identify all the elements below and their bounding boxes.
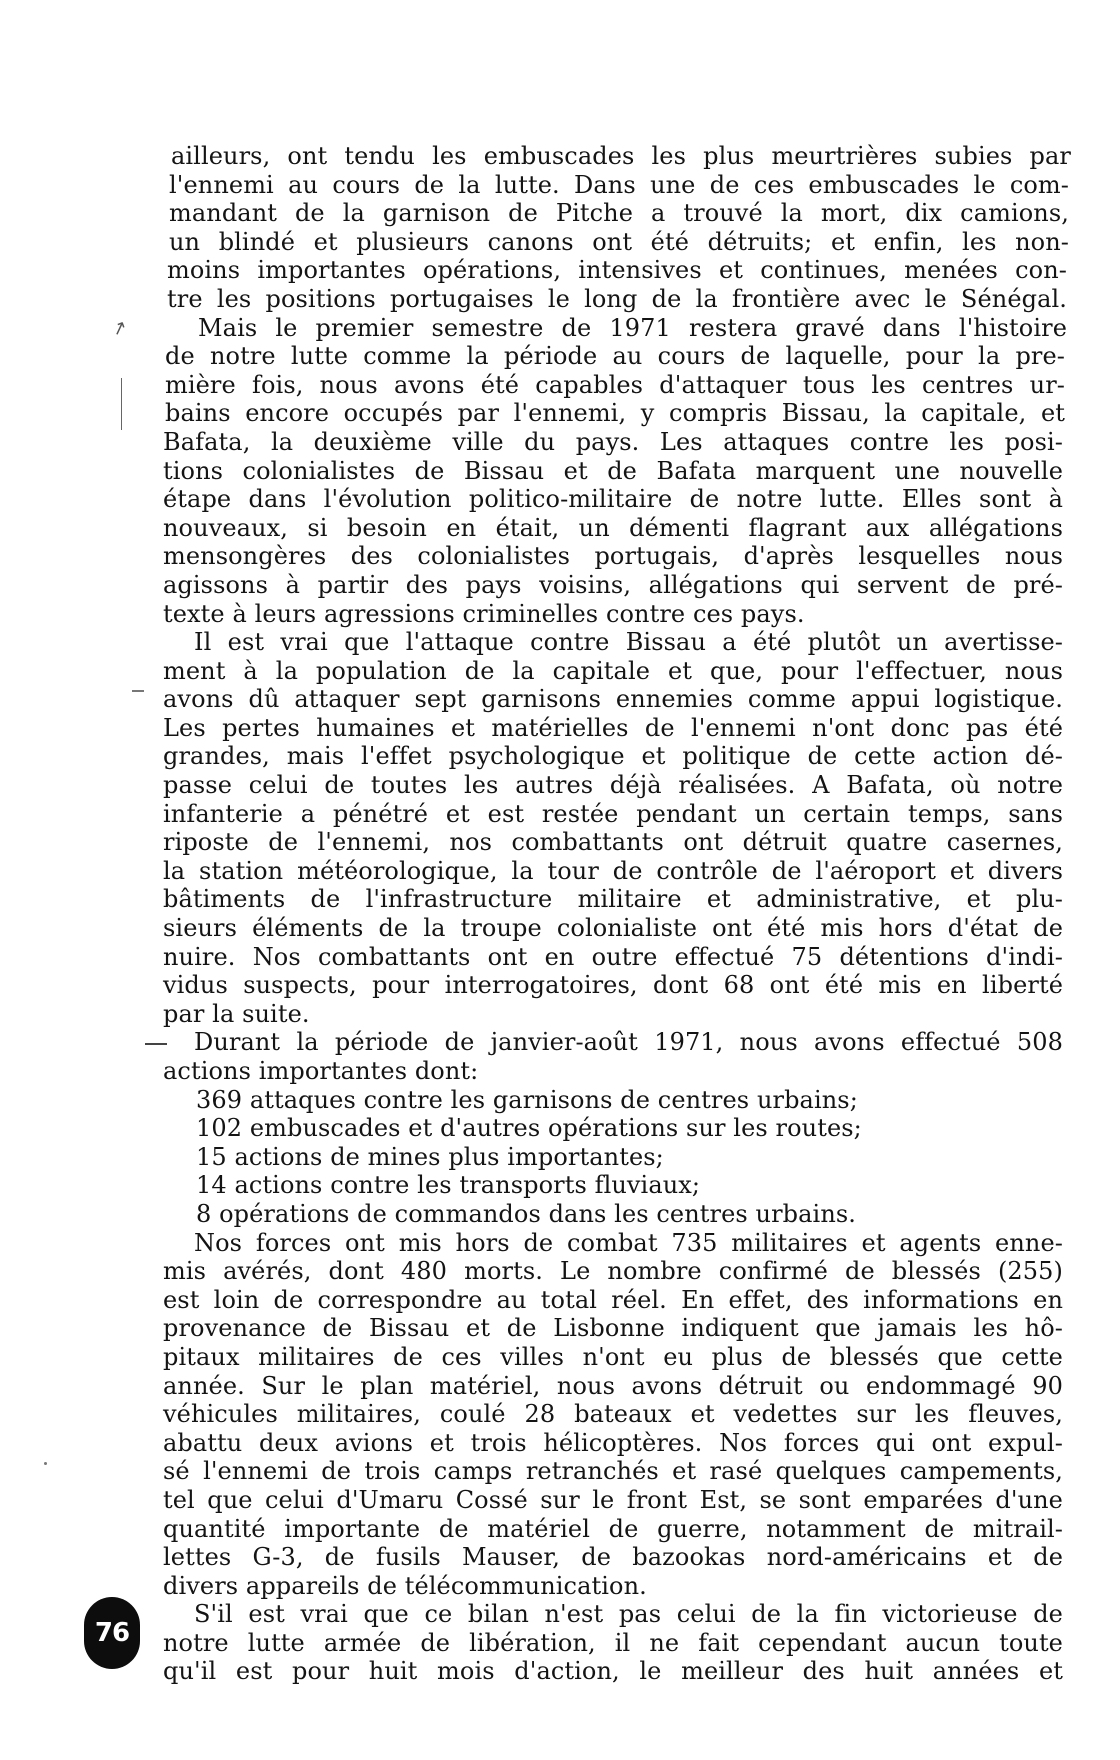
text-line: tel que celui d'Umaru Cossé sur le front Est, se sont emparées d'une <box>163 1485 1063 1514</box>
text-line: bâtiments de l'infrastructure militaire et administrative, et plu- <box>163 885 1063 914</box>
margin-pencil-mark: ↗ <box>108 316 131 341</box>
text-line: grandes, mais l'effet psychologique et politique de cette action dé- <box>163 742 1063 771</box>
list-item: 15 actions de mines plus importantes; <box>196 1142 664 1171</box>
margin-pencil-dash <box>145 1043 167 1045</box>
text-line: sieurs éléments de la troupe colonialiste ont été mis hors d'état de <box>163 914 1063 943</box>
list-item: 8 opérations de commandos dans les centres urbains. <box>196 1199 857 1228</box>
text-line: ment à la population de la capitale et que, pour l'effectuer, nous <box>163 656 1063 685</box>
text-line: qu'il est pour huit mois d'action, le meilleur des huit années et <box>163 1657 1063 1686</box>
page-number-badge: 76 <box>84 1597 140 1669</box>
text-line: un blindé et plusieurs canons ont été détruits; et enfin, les non- <box>169 227 1069 256</box>
text-line: pitaux militaires de ces villes n'ont eu plus de blessés que cette <box>163 1342 1063 1371</box>
text-line: étape dans l'évolution politico-militaire de notre lutte. Elles sont à <box>163 485 1063 514</box>
text-line: infanterie a pénétré et est restée pendant un certain temps, sans <box>163 799 1063 828</box>
text-line: notre lutte armée de libération, il ne fait cependant aucun toute <box>163 1628 1063 1657</box>
text-line: quantité importante de matériel de guerre, notamment de mitrail- <box>163 1514 1063 1543</box>
text-line: nuire. Nos combattants ont en outre effectué 75 détentions d'indi- <box>163 942 1063 971</box>
text-line: la station météorologique, la tour de contrôle de l'aéroport et divers <box>163 856 1063 885</box>
paragraph-first-line: Nos forces ont mis hors de combat 735 militaires et agents enne- <box>194 1228 1063 1257</box>
margin-speck <box>44 1462 47 1465</box>
text-line: passe celui de toutes les autres déjà réalisées. A Bafata, où notre <box>163 771 1063 800</box>
text-line: ailleurs, ont tendu les embuscades les plus meurtrières subies par <box>171 142 1071 170</box>
text-line: tions colonialistes de Bissau et de Bafata marquent une nouvelle <box>163 456 1063 485</box>
margin-pencil-dash <box>132 690 144 692</box>
text-line: vidus suspects, pour interrogatoires, dont 68 ont été mis en liberté <box>163 971 1063 1000</box>
text-line: sé l'ennemi de trois camps retranchés et rasé quelques campements, <box>163 1457 1063 1486</box>
paragraph-last-line: divers appareils de télécommunication. <box>163 1571 647 1600</box>
text-line: véhicules militaires, coulé 28 bateaux et vedettes sur les fleuves, <box>163 1400 1063 1429</box>
text-line: agissons à partir des pays voisins, allégations qui servent de pré- <box>163 570 1063 599</box>
text-line: année. Sur le plan matériel, nous avons détruit ou endommagé 90 <box>163 1371 1063 1400</box>
text-line: l'ennemi au cours de la lutte. Dans une de ces embuscades le com- <box>169 170 1069 199</box>
text-line: tre les positions portugaises le long de la frontière avec le Sénégal. <box>167 284 1067 313</box>
text-line: nouveaux, si besoin en était, un démenti flagrant aux allégations <box>163 513 1063 542</box>
list-item: 102 embuscades et d'autres opérations sur les routes; <box>196 1114 862 1143</box>
text-line: mensongères des colonialistes portugais, d'après lesquelles nous <box>163 542 1063 571</box>
text-line: abattu deux avions et trois hélicoptères. Nos forces qui ont expul- <box>163 1428 1063 1457</box>
paragraph-first-line: S'il est vrai que ce bilan n'est pas celui de la fin victorieuse de <box>194 1600 1063 1629</box>
text-line: Bafata, la deuxième ville du pays. Les attaques contre les posi- <box>163 427 1063 456</box>
text-line: moins importantes opérations, intensives et continues, menées con- <box>167 256 1067 285</box>
paragraph-last-line: par la suite. <box>163 999 310 1028</box>
text-line: de notre lutte comme la période au cours de laquelle, pour la pre- <box>165 342 1065 371</box>
text-line: bains encore occupés par l'ennemi, y compris Bissau, la capitale, et <box>165 399 1065 428</box>
text-line: mandant de la garnison de Pitche a trouvé la mort, dix camions, <box>169 199 1069 228</box>
text-line: Les pertes humaines et matérielles de l'ennemi n'ont donc pas été <box>163 713 1063 742</box>
text-line: mis avérés, dont 480 morts. Le nombre confirmé de blessés (255) <box>163 1257 1063 1286</box>
text-line: riposte de l'ennemi, nos combattants ont détruit quatre casernes, <box>163 828 1063 857</box>
paragraph-last-line: texte à leurs agressions criminelles contre ces pays. <box>163 599 805 628</box>
margin-pencil-bar <box>121 378 122 430</box>
text-line: est loin de correspondre au total réel. En effet, des informations en <box>163 1285 1063 1314</box>
text-line: provenance de Bissau et de Lisbonne indiquent que jamais les hô- <box>163 1314 1063 1343</box>
paragraph-first-line: Mais le premier semestre de 1971 restera gravé dans l'histoire <box>198 313 1067 342</box>
text-line: mière fois, nous avons été capables d'attaquer tous les centres ur- <box>165 370 1065 399</box>
text-line: lettes G-3, de fusils Mauser, de bazookas nord-américains et de <box>163 1543 1063 1572</box>
text-line: avons dû attaquer sept garnisons ennemies comme appui logistique. <box>163 685 1063 714</box>
paragraph-last-line: actions importantes dont: <box>163 1057 479 1085</box>
paragraph-first-line: Il est vrai que l'attaque contre Bissau a été plutôt un avertisse- <box>194 628 1063 657</box>
list-item: 14 actions contre les transports fluviaux; <box>196 1171 701 1200</box>
page-body <box>163 142 1071 1686</box>
paragraph-first-line: Durant la période de janvier-août 1971, nous avons effectué 508 <box>194 1028 1063 1057</box>
list-item: 369 attaques contre les garnisons de centres urbains; <box>196 1085 858 1114</box>
